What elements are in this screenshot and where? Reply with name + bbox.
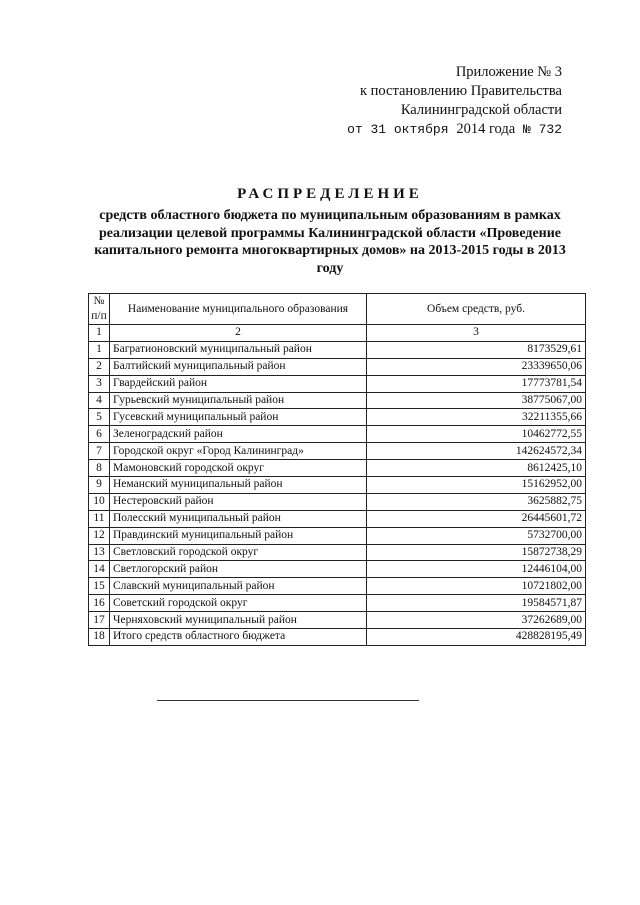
- row-number: 9: [89, 477, 110, 494]
- index-cell: 2: [110, 325, 367, 342]
- municipality-name: Славский муниципальный район: [110, 578, 367, 595]
- table-row: [89, 426, 586, 443]
- row-number: 3: [89, 375, 110, 392]
- page-title: РАСПРЕДЕЛЕНИЕ: [237, 186, 423, 202]
- amount-value: 19584571,87: [367, 595, 586, 612]
- page-subtitle: средств областного бюджета по муниципальным образованиям в рамках реализации целевой программы Калининградской области «Проведение капитального ремонта многоквартирных домов» на 2013-2015 годы в 2013 году: [94, 208, 566, 276]
- amount-value: 3625882,75: [367, 493, 586, 510]
- table-row: [89, 409, 586, 426]
- amount-value: 5732700,00: [367, 527, 586, 544]
- header-name: Наименование муниципального образования: [110, 294, 367, 325]
- municipality-name: Багратионовский муниципальный район: [110, 341, 367, 358]
- index-cell: 1: [89, 325, 110, 342]
- municipality-name: Советский городской округ: [110, 595, 367, 612]
- amount-value: 15872738,29: [367, 544, 586, 561]
- amount-value: 142624572,34: [367, 443, 586, 460]
- municipality-name: Полесский муниципальный район: [110, 510, 367, 527]
- appendix-date-line: [347, 120, 562, 139]
- table-row: [89, 443, 586, 460]
- amount-value: 38775067,00: [367, 392, 586, 409]
- table-row: [89, 460, 586, 477]
- row-number: 12: [89, 527, 110, 544]
- table-header-row: [89, 294, 586, 325]
- amount-value: 12446104,00: [367, 561, 586, 578]
- municipality-name: Итого средств областного бюджета: [110, 629, 367, 646]
- appendix-doc-number: № 732: [522, 122, 562, 137]
- table-row: [89, 392, 586, 409]
- municipality-name: Светловский городской округ: [110, 544, 367, 561]
- municipality-name: Гурьевский муниципальный район: [110, 392, 367, 409]
- row-number: 14: [89, 561, 110, 578]
- row-number: 17: [89, 612, 110, 629]
- table-row: [89, 629, 586, 646]
- table-row: [89, 358, 586, 375]
- municipality-name: Мамоновский городской округ: [110, 460, 367, 477]
- municipality-name: Гусевский муниципальный район: [110, 409, 367, 426]
- row-number: 4: [89, 392, 110, 409]
- table-row: [89, 341, 586, 358]
- table-row: [89, 493, 586, 510]
- row-number: 7: [89, 443, 110, 460]
- table-row: [89, 477, 586, 494]
- amount-value: 23339650,06: [367, 358, 586, 375]
- row-number: 11: [89, 510, 110, 527]
- municipality-name: Гвардейский район: [110, 375, 367, 392]
- municipality-name: Зеленоградский район: [110, 426, 367, 443]
- amount-value: 37262689,00: [367, 612, 586, 629]
- header-number: № п/п: [89, 294, 110, 325]
- row-number: 2: [89, 358, 110, 375]
- table-row: [89, 527, 586, 544]
- amount-value: 10721802,00: [367, 578, 586, 595]
- appendix-year: 2014 года: [456, 121, 516, 137]
- row-number: 8: [89, 460, 110, 477]
- amount-value: 17773781,54: [367, 375, 586, 392]
- table-row: [89, 578, 586, 595]
- municipality-name: Неманский муниципальный район: [110, 477, 367, 494]
- amount-value: 15162952,00: [367, 477, 586, 494]
- distribution-table: [88, 293, 586, 646]
- amount-value: 8173529,61: [367, 341, 586, 358]
- appendix-number: Приложение № 3: [455, 64, 562, 80]
- signature-line: [157, 700, 419, 701]
- municipality-name: Нестеровский район: [110, 493, 367, 510]
- row-number: 18: [89, 629, 110, 646]
- table-row: [89, 544, 586, 561]
- row-number: 15: [89, 578, 110, 595]
- row-number: 16: [89, 595, 110, 612]
- amount-value: 8612425,10: [367, 460, 586, 477]
- row-number: 10: [89, 493, 110, 510]
- amount-value: 428828195,49: [367, 629, 586, 646]
- table-row: [89, 561, 586, 578]
- amount-value: 10462772,55: [367, 426, 586, 443]
- municipality-name: Балтийский муниципальный район: [110, 358, 367, 375]
- table-index-row: [89, 325, 586, 342]
- municipality-name: Светлогорский район: [110, 561, 367, 578]
- appendix-date: от 31 октября: [347, 122, 449, 137]
- row-number: 13: [89, 544, 110, 561]
- table-row: [89, 595, 586, 612]
- appendix-region: Калининградской области: [400, 102, 562, 118]
- table-row: [89, 375, 586, 392]
- amount-value: 26445601,72: [367, 510, 586, 527]
- row-number: 5: [89, 409, 110, 426]
- appendix-header: [347, 63, 562, 139]
- municipality-name: Черняховский муниципальный район: [110, 612, 367, 629]
- municipality-name: Правдинский муниципальный район: [110, 527, 367, 544]
- row-number: 6: [89, 426, 110, 443]
- amount-value: 32211355,66: [367, 409, 586, 426]
- table-row: [89, 510, 586, 527]
- table-row: [89, 612, 586, 629]
- municipality-name: Городской округ «Город Калининград»: [110, 443, 367, 460]
- appendix-resolution-ref: к постановлению Правительства: [360, 83, 562, 99]
- title-block: [80, 186, 580, 277]
- row-number: 1: [89, 341, 110, 358]
- header-amount: Объем средств, руб.: [367, 294, 586, 325]
- index-cell: 3: [367, 325, 586, 342]
